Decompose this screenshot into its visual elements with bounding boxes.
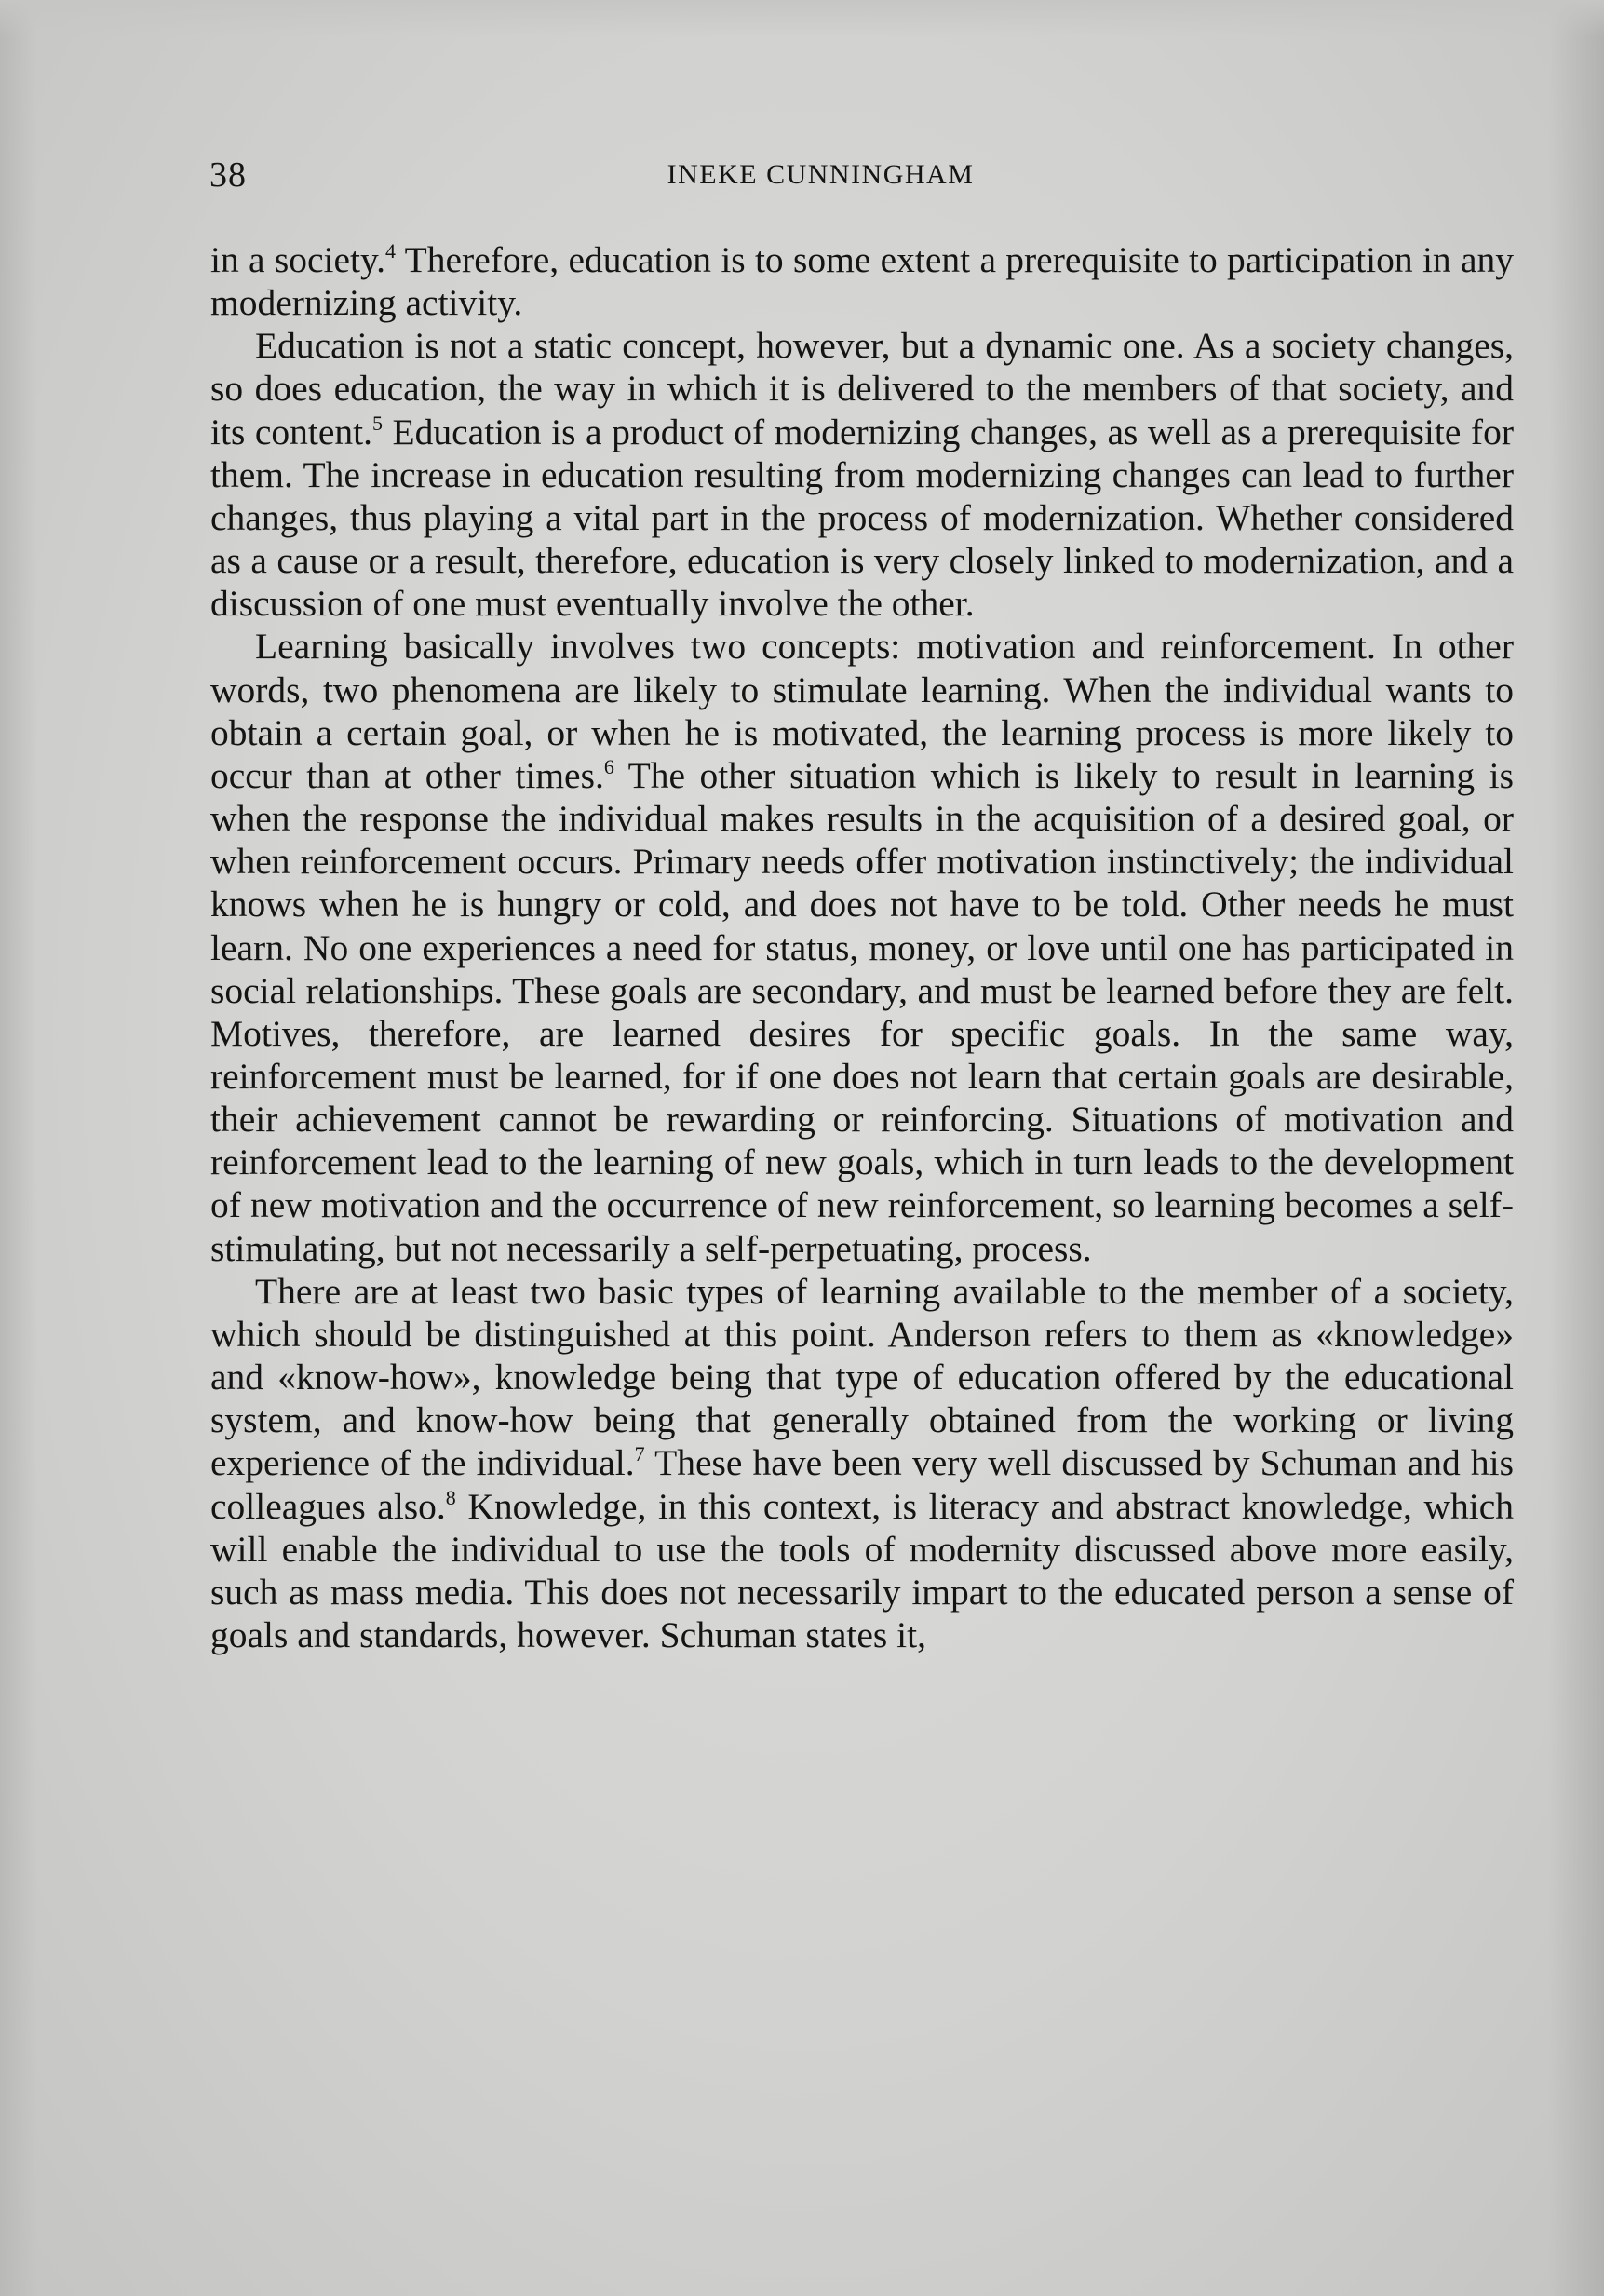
paragraph-1 <box>210 238 1514 324</box>
footnote-marker: 4 <box>385 239 397 263</box>
paragraph-1-text-a: in a society. <box>210 239 386 280</box>
paragraph-3-text-a: Learning basically involves two concepts: motivation and reinforcement. In other words, two phenomena are likely to stimulate learning. When the individual wants to obtain a certain goal, or when he is motivated, the learning process is more likely to occur than at other times. <box>210 626 1514 796</box>
paragraph-2-text-a: Education is not a static concept, however, but a dynamic one. As a society changes, so does education, the way in which it is delivered to the members of that society, and its content. <box>210 325 1514 452</box>
paragraph-2-text-b: Education is a product of modernizing changes, as well as a prerequisite for them. The increase in education resulting from modernizing changes can lead to further changes, thus playing a vital part in the process of modernization. Whether considered as a cause or a result, therefore, education is very closely linked to modernization, and a discussion of one must eventually involve the other. <box>210 411 1514 625</box>
page-edge-shadow-left <box>0 0 37 2296</box>
page-edge-shadow-top <box>0 0 1604 37</box>
running-head: INEKE CUNNINGHAM <box>667 159 975 190</box>
footnote-marker: 5 <box>371 411 383 435</box>
paragraph-2 <box>210 324 1514 625</box>
footnote-marker: 6 <box>603 754 614 778</box>
paragraph-4-text-b: These have been very well discussed by Schuman and his colleagues also. <box>210 1442 1514 1527</box>
paragraph-1-text-b: Therefore, education is to some extent a prerequisite to participation in any modernizing activity. <box>210 239 1515 324</box>
paragraph-3 <box>210 625 1514 1269</box>
footnote-marker: 8 <box>445 1485 456 1509</box>
body-text <box>210 238 1514 1656</box>
paragraph-3-text-b: The other situation which is likely to result in learning is when the response the individual makes results in the acquisition of a desired goal, or when reinforcement occurs. Primary needs offer motivation instinctively; the individual knows when he is hungry or cold, and does not have to be told. Other needs he must learn. No one experiences a need for status, money, or love until one has participated in social relationships. These goals are secondary, and must be learned before they are felt. Motives, therefore, are learned desires for specific goals. In the same way, reinforcement must be learned, for if one does not learn that certain goals are desirable, their achievement cannot be rewarding or reinforcing. Situations of motivation and reinforcement lead to the learning of new goals, which in turn leads to the development of new motivation and the occurrence of new reinforcement, so learning becomes a self-stimulating, but not necessarily a self-perpetuating, process. <box>210 754 1514 1269</box>
page-edge-shadow-right <box>1548 0 1604 2296</box>
paragraph-4-text-a: There are at least two basic types of learning available to the member of a society, which should be distinguished at this point. Anderson refers to them as «knowledge» and «know-how», knowledge being that type of education offered by the educational system, and know-how being that generally obtained from the working or living experience of the individual. <box>210 1270 1514 1484</box>
page-number: 38 <box>209 155 247 195</box>
paragraph-4-text-c: Knowledge, in this context, is literacy and abstract knowledge, which will enable the individual to use the tools of modernity discussed above more easily, such as mass media. This does not necessarily impart to the educated person a sense of goals and standards, however. Schuman states it, <box>210 1485 1514 1655</box>
footnote-marker: 7 <box>634 1442 645 1466</box>
page-header <box>0 152 1604 198</box>
paragraph-4 <box>210 1270 1514 1656</box>
